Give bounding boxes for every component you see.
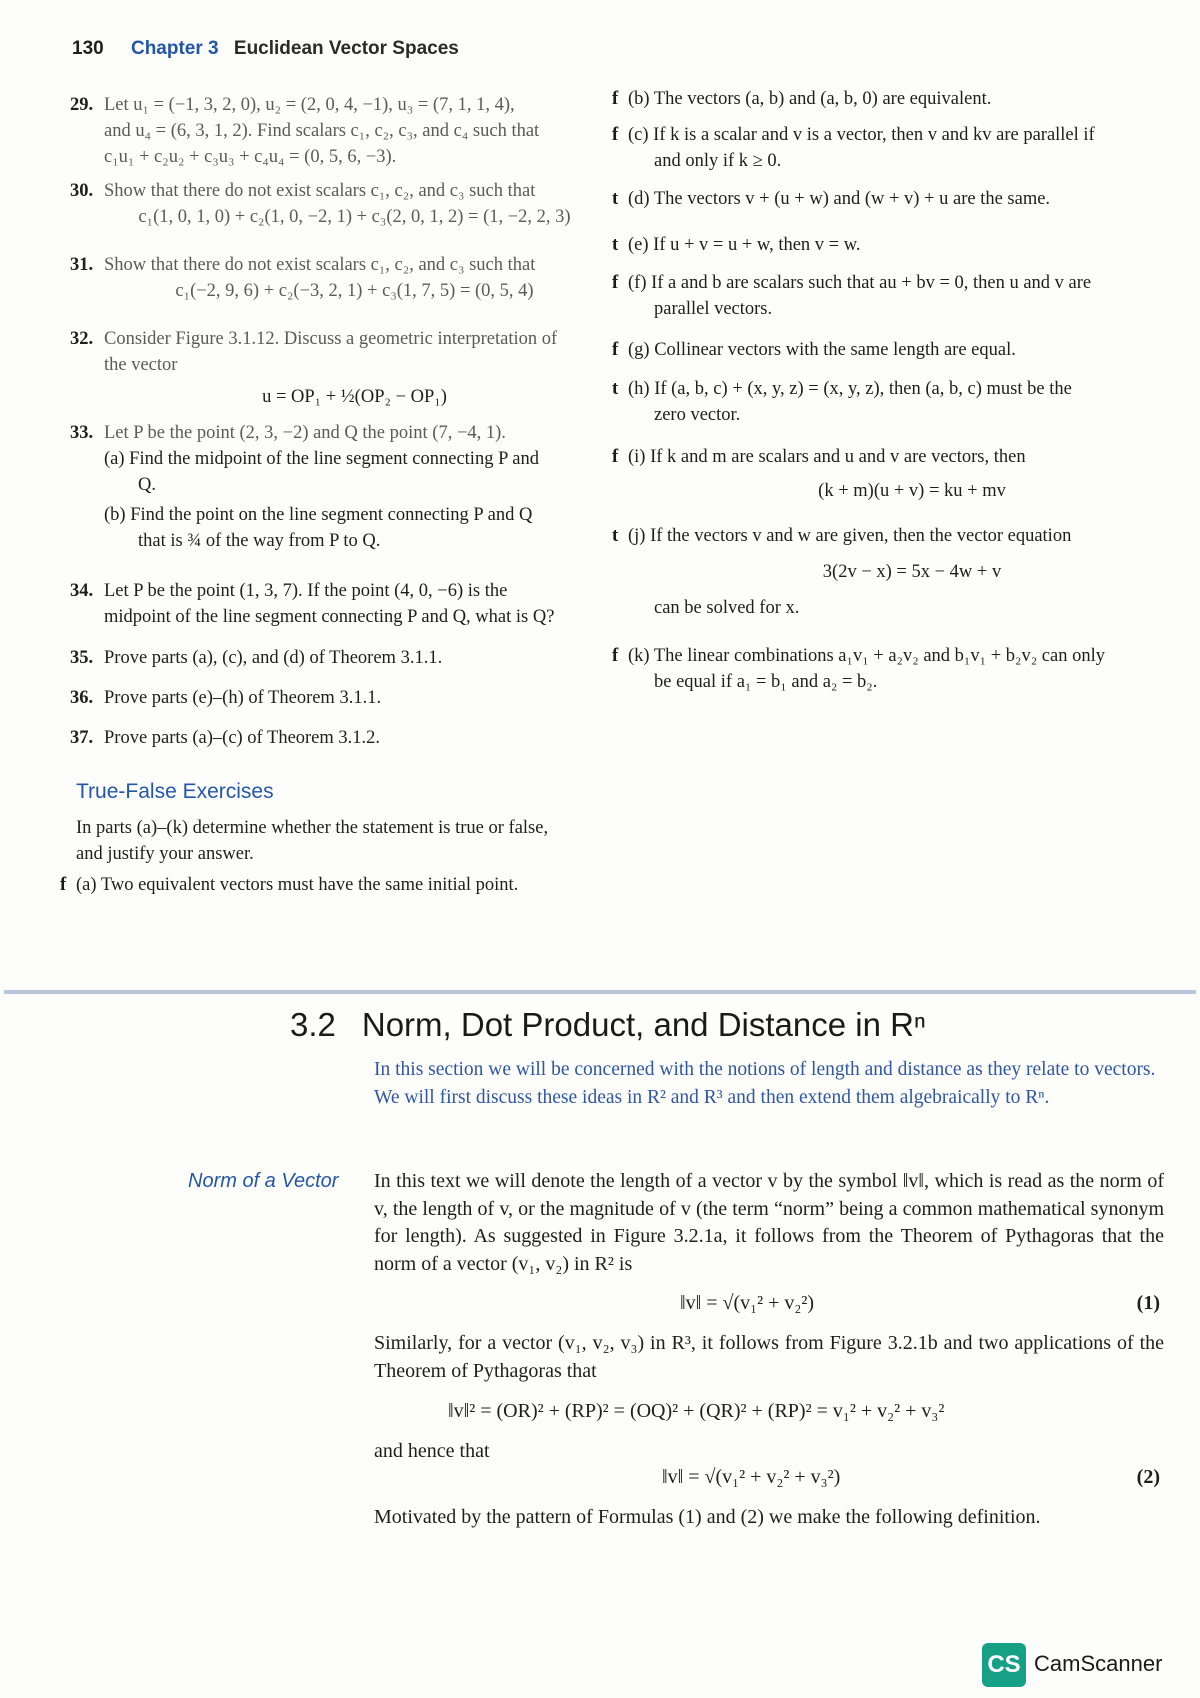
camscanner-logo-icon: CS (982, 1643, 1026, 1687)
exercise-30: 30. Show that there do not exist scalars c₁, c₂, and c₃ such that c₁(1, 0, 1, 0) + c₂(1, 0, −2, 1) + c₃(2, 0, 1, 2) = (1, −2, 2, 3) (70, 181, 571, 227)
true-false-item-e: t (e) If u + v = u + w, then v = w. (612, 235, 861, 255)
true-false-item-i: f (i) If k and m are scalars and u and v are vectors, then (k + m)(u + v) = ku + mv (612, 447, 1026, 501)
equation-2: ‖v‖ = √(v₁² + v₂² + v₃²) (662, 1466, 841, 1488)
paragraph-3: and hence that (374, 1440, 490, 1462)
true-false-item-k: f (k) The linear combinations a₁v₁ + a₂v₂ and b₁v₁ + b₂v₂ can only be equal if a₁ = b₁ and a₂ = b₂. (612, 646, 1105, 692)
true-false-instructions: In parts (a)–(k) determine whether the statement is true or false, and justify your answer. (76, 818, 549, 864)
paragraph-2: Similarly, for a vector (v₁, v₂, v₃) in R³, it follows from Figure 3.2.1b and two applications of the Theorem of Pythagoras that (374, 1332, 1164, 1382)
true-false-item-g: f (g) Collinear vectors with the same length are equal. (612, 340, 1016, 360)
side-heading: Norm of a Vector (188, 1170, 339, 1192)
section-title (290, 1006, 926, 1044)
true-false-item-d: t (d) The vectors v + (u + w) and (w + v) + u are the same. (612, 189, 1051, 209)
running-header (72, 38, 459, 60)
exercise-31: 31. Show that there do not exist scalars c₁, c₂, and c₃ such that c₁(−2, 9, 6) + c₂(−3, 2, 1) + c₃(1, 7, 5) = (0, 5, 4) (70, 255, 536, 301)
true-false-item-j: t (j) If the vectors v and w are given, then the vector equation 3(2v − x) = 5x − 4w + v can be solved for x. (612, 526, 1072, 618)
true-false-heading: True-False Exercises (76, 780, 274, 803)
exercise-32: 32. Consider Figure 3.1.12. Discuss a geometric interpretation of the vector u = OP₁ + ½(OP₂ − OP₁) (70, 329, 558, 407)
true-false-item-h: t (h) If (a, b, c) + (x, y, z) = (x, y, z), then (a, b, c) must be the zero vector. (612, 379, 1072, 425)
true-false-item-c: f (c) If k is a scalar and v is a vector, then v and kv are parallel if and only if k ≥ 0. (612, 125, 1095, 171)
chapter-label: Chapter 3 (130, 38, 219, 59)
section-number: 3.2 (290, 1006, 336, 1043)
exercise-33: 33. Let P be the point (2, 3, −2) and Q the point (7, −4, 1). (a) Find the midpoint of the line segment connecting P and Q. (b) Find the point on the line segment connecting P and Q that is ¾ of the way from P to Q. (70, 423, 540, 551)
true-false-item-f: f (f) If a and b are scalars such that au + bv = 0, then u and v are parallel vectors. (612, 273, 1092, 319)
exercise-36: 36. Prove parts (e)–(h) of Theorem 3.1.1. (70, 688, 382, 708)
exercise-37: 37. Prove parts (a)–(c) of Theorem 3.1.2. (70, 728, 381, 748)
section-intro: In this section we will be concerned with the notions of length and distance as they relate to vectors. We will first discuss these ideas in R² and R³ and then extend them algebraically to Rⁿ. (374, 1059, 1156, 1108)
equation-1: ‖v‖ = √(v₁² + v₂²) (680, 1292, 815, 1314)
section-divider (4, 990, 1196, 994)
exercise-29: 29. Let u₁ = (−1, 3, 2, 0), u₂ = (2, 0, 4, −1), u₃ = (7, 1, 1, 4), and u₄ = (6, 3, 1, 2). Find scalars c₁, c₂, c₃, and c₄ such that c₁u₁ + c₂u₂ + c₃u₃ + c₄u₄ = (0, 5, 6, −3). (70, 95, 540, 167)
answer-mark: f (60, 875, 67, 895)
chapter-title: Euclidean Vector Spaces (233, 38, 459, 59)
equation-middle: ‖v‖² = (OR)² + (RP)² = (OQ)² + (QR)² + (RP)² = v₁² + v₂² + v₃² (448, 1400, 945, 1422)
paragraph-1: In this text we will denote the length of a vector v by the symbol ‖v‖, which is read as the norm of v, the length of v, or the magnitude of v (the term “norm” being a common mathematical synonym for length). As suggested in Figure 3.2.1a, it follows from the Theorem of Pythagoras that the norm of a vector (v₁, v₂) in R² is (374, 1170, 1164, 1275)
section-title-text: Norm, Dot Product, and Distance in Rⁿ (361, 1006, 926, 1043)
paragraph-4: Motivated by the pattern of Formulas (1) and (2) we make the following definition. (374, 1506, 1041, 1528)
equation-1-number: (1) (1136, 1292, 1160, 1314)
true-false-item-a: f (a) Two equivalent vectors must have the same initial point. (60, 872, 518, 898)
exercise-35: 35. Prove parts (a), (c), and (d) of Theorem 3.1.1. (70, 648, 443, 668)
exercise-34: 34. Let P be the point (1, 3, 7). If the point (4, 0, −6) is the midpoint of the line segment connecting P and Q, what is Q? (70, 581, 555, 627)
true-false-item-b: f (b) The vectors (a, b) and (a, b, 0) are equivalent. (612, 89, 992, 109)
page-number: 130 (72, 38, 104, 59)
equation-2-number: (2) (1136, 1466, 1160, 1488)
camscanner-watermark: CamScanner (1034, 1651, 1163, 1676)
